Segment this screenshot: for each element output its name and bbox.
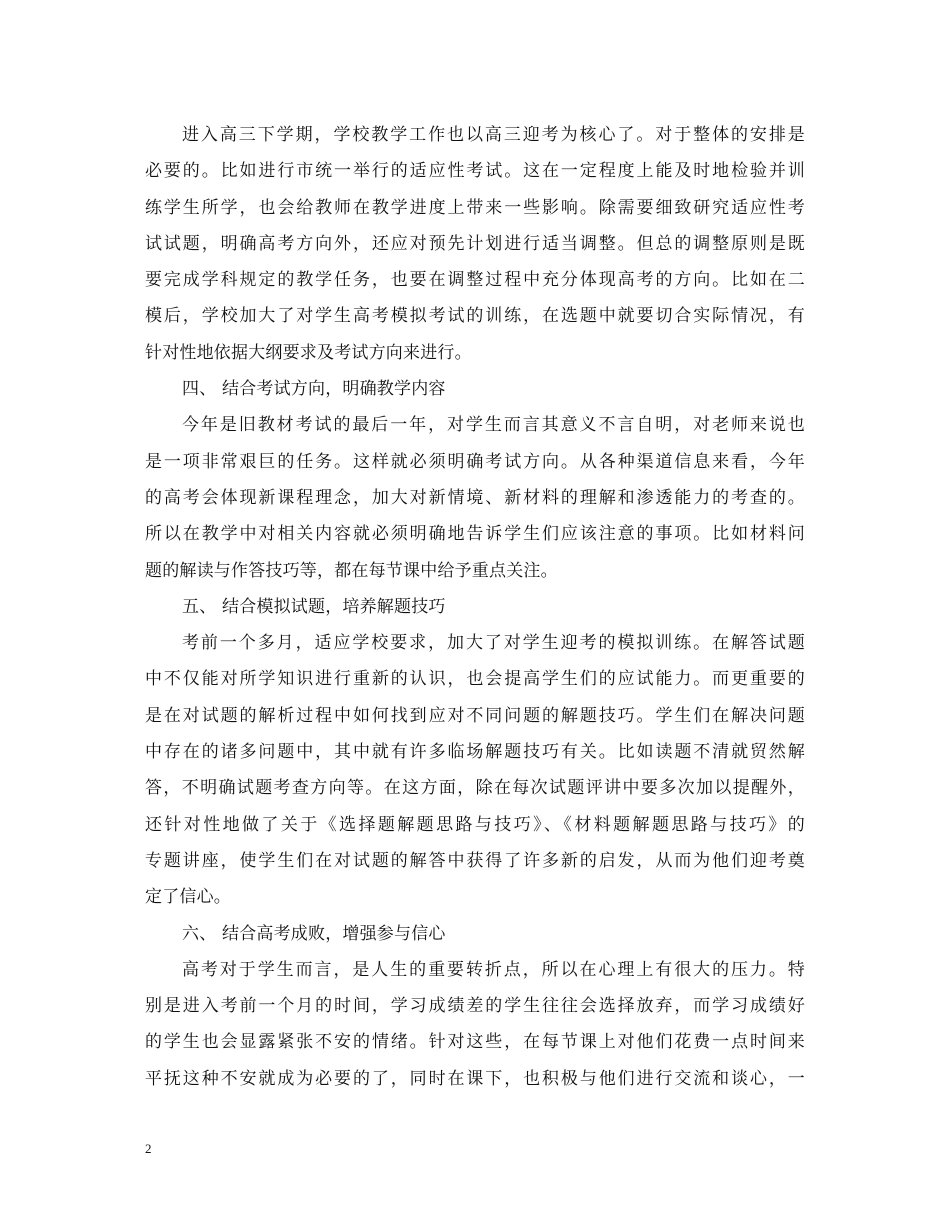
paragraph-line: 题的解读与作答技巧等，都在每节课中给予重点关注。 (145, 560, 558, 581)
paragraph-line: 定了信心。 (145, 887, 231, 908)
paragraph-line: 平抚这种不安就成为必要的了，同时在课下，也积极与他们进行交流和谈心，一 (145, 1068, 805, 1089)
paragraph-line: 的学生也会显露紧张不安的情绪。针对这些，在每节课上对他们花费一点时间来 (145, 1032, 805, 1053)
paragraph-line: 中存在的诸多问题中，其中就有许多临场解题技巧有关。比如读题不清就贸然解 (145, 742, 805, 763)
body-text (145, 117, 805, 1097)
section-heading: 四、 结合考试方向，明确教学内容 (182, 379, 446, 400)
paragraph-line: 别是进入考前一个月的时间，学习成绩差的学生往往会选择放弃，而学习成绩好 (145, 996, 805, 1017)
paragraph-line: 必要的。比如进行市统一举行的适应性考试。这在一定程度上能及时地检验并训 (145, 161, 805, 182)
section-heading: 六、 结合高考成败，增强参与信心 (182, 923, 446, 944)
paragraph-line: 答，不明确试题考查方向等。在这方面，除在每次试题评讲中要多次加以提醒外， (145, 778, 805, 799)
paragraph-line: 所以在教学中对相关内容就必须明确地告诉学生们应该注意的事项。比如材料问 (145, 524, 805, 545)
paragraph-line: 是在对试题的解析过程中如何找到应对不同问题的解题技巧。学生们在解决问题 (145, 705, 805, 726)
paragraph-line: 专题讲座，使学生们在对试题的解答中获得了许多新的启发，从而为他们迎考奠 (145, 850, 805, 871)
paragraph-line: 高考对于学生而言，是人生的重要转折点，所以在心理上有很大的压力。特 (182, 959, 805, 980)
paragraph-line: 是一项非常艰巨的任务。这样就必须明确考试方向。从各种渠道信息来看，今年 (145, 451, 805, 472)
paragraph-line: 考前一个多月，适应学校要求，加大了对学生迎考的模拟训练。在解答试题 (182, 633, 805, 654)
paragraph-line: 还针对性地做了关于《选择题解题思路与技巧》、《材料题解题思路与技巧》的 (145, 814, 805, 835)
paragraph-line: 中不仅能对所学知识进行重新的认识，也会提高学生们的应试能力。而更重要的 (145, 669, 805, 690)
page-number: 2 (145, 1141, 152, 1156)
paragraph-line: 试试题，明确高考方向外，还应对预先计划进行适当调整。但总的调整原则是既 (145, 233, 805, 254)
section-heading: 五、 结合模拟试题，培养解题技巧 (182, 596, 446, 617)
paragraph-line: 模后，学校加大了对学生高考模拟考试的训练，在选题中就要切合实际情况，有 (145, 306, 805, 327)
paragraph-line: 要完成学科规定的教学任务，也要在调整过程中充分体现高考的方向。比如在二 (145, 270, 805, 291)
paragraph-line: 练学生所学，也会给教师在教学进度上带来一些影响。除需要细致研究适应性考 (145, 197, 805, 218)
paragraph-line: 针对性地依据大纲要求及考试方向来进行。 (145, 342, 472, 363)
paragraph-line: 今年是旧教材考试的最后一年，对学生而言其意义不言自明，对老师来说也 (182, 415, 805, 436)
paragraph-line: 的高考会体现新课程理念，加大对新情境、新材料的理解和渗透能力的考查的。 (145, 487, 805, 508)
paragraph-line: 进入高三下学期，学校教学工作也以高三迎考为核心了。对于整体的安排是 (182, 125, 805, 145)
